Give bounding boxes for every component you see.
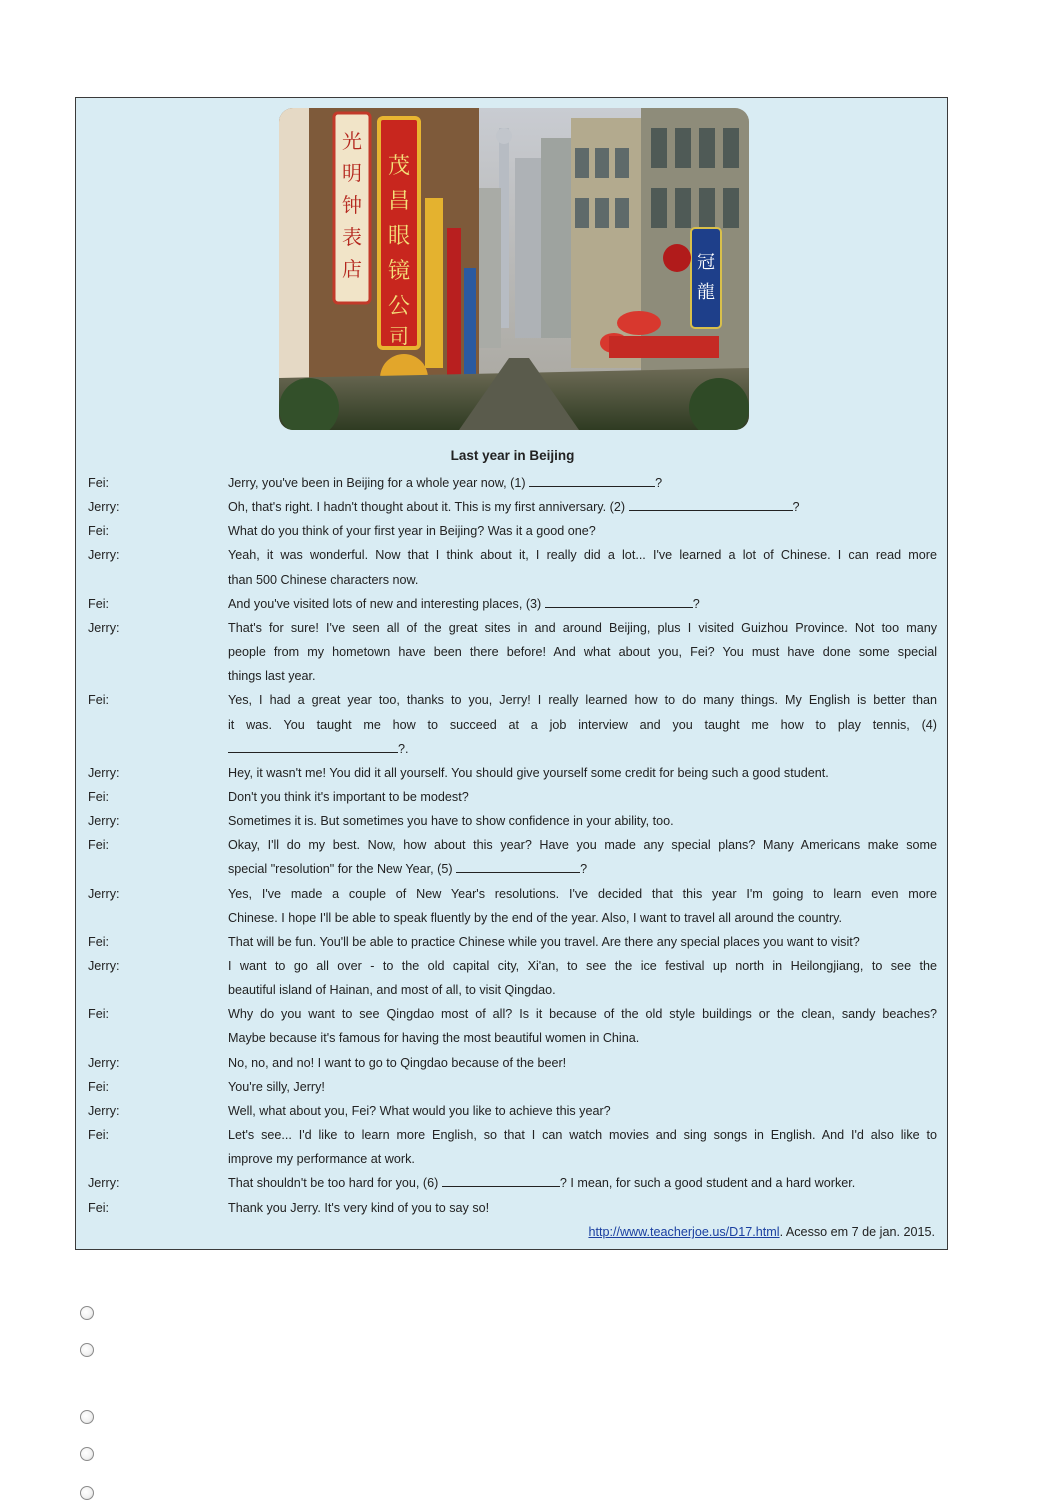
svg-text:茂: 茂 (387, 154, 411, 179)
speaker-label: Fei: (88, 476, 109, 490)
line-text (228, 1075, 937, 1099)
line-text-tail: ? (692, 596, 700, 611)
line-text (228, 688, 937, 712)
svg-text:龍: 龍 (697, 282, 715, 303)
source-suffix: . Acesso em 7 de jan. 2015. (779, 1225, 935, 1239)
line-text-content: Why do you want to see Qingdao most of all? Is it because of the old style buildings or the clean, sandy beaches? (228, 1007, 937, 1022)
svg-text:表: 表 (342, 225, 362, 249)
line-text (228, 1123, 937, 1147)
speaker-label: Fei: (88, 789, 109, 804)
answer-blank[interactable] (529, 474, 655, 487)
line-text-content: And you've visited lots of new and interesting places, (3) (228, 596, 545, 611)
line-text (228, 471, 937, 495)
line-text (228, 519, 937, 543)
answer-radio-button[interactable] (80, 1447, 94, 1461)
speaker-label: Jerry: (88, 814, 120, 829)
line-text (228, 664, 937, 688)
speaker-label: Jerry: (88, 1176, 120, 1191)
svg-text:明: 明 (342, 161, 362, 185)
line-text-tail: ? (580, 862, 588, 877)
line-text (228, 1171, 937, 1195)
svg-text:钟: 钟 (342, 193, 362, 217)
line-text-content: That will be fun. You'll be able to practice Chinese while you travel. Are there any special places you want to visit? (228, 934, 860, 949)
line-text (228, 640, 937, 664)
line-text (228, 1147, 937, 1171)
answer-blank[interactable] (629, 498, 793, 511)
line-text (228, 1026, 937, 1050)
speaker-label: Jerry: (88, 765, 120, 780)
svg-text:眼: 眼 (387, 224, 411, 249)
line-text-tail: ? I mean, for such a good student and a hard worker. (559, 1176, 856, 1191)
line-text-content: Hey, it wasn't me! You did it all yourself. You should give yourself some credit for being such a good student. (228, 765, 829, 780)
line-text-content: special "resolution" for the New Year, (5) (228, 862, 457, 877)
line-text (228, 495, 937, 519)
line-text-content: improve my performance at work. (228, 1152, 415, 1167)
speaker-label: Fei: (88, 596, 109, 611)
speaker-label: Jerry: (88, 1055, 120, 1070)
speaker-label: Fei: (88, 1079, 109, 1094)
line-text (228, 543, 937, 567)
line-text-content: than 500 Chinese characters now. (228, 572, 419, 587)
line-text-content: Well, what about you, Fei? What would you like to achieve this year? (228, 1103, 611, 1118)
source-link[interactable]: http://www.teacherjoe.us/D17.html (588, 1225, 780, 1239)
dialogue-title: Last year in Beijing (450, 448, 575, 463)
svg-text:司: 司 (389, 324, 409, 348)
speaker-label: Jerry: (88, 620, 120, 635)
line-text (228, 882, 937, 906)
answer-blank[interactable] (545, 595, 693, 608)
line-text-content: No, no, and no! I want to go to Qingdao because of the beer! (228, 1055, 567, 1070)
line-text-content: Chinese. I hope I'll be able to speak fluently by the end of the year. Also, I want to travel all around the country. (228, 910, 843, 925)
line-text (228, 616, 937, 640)
svg-text:光: 光 (342, 129, 362, 153)
svg-text:冠: 冠 (697, 252, 715, 273)
line-text (228, 592, 937, 616)
answer-radio-button[interactable] (80, 1343, 94, 1357)
line-text-content: beautiful island of Hainan, and most of all, to visit Qingdao. (228, 983, 556, 998)
line-text (228, 713, 937, 737)
line-text-content: I want to go all over - to the old capital city, Xi'an, to see the ice festival up north in Heilongjiang, to see the (228, 959, 937, 973)
line-text-content: Okay, I'll do my best. Now, how about this year? Have you made any special plans? Many Americans make some (228, 838, 937, 853)
svg-text:店: 店 (342, 257, 362, 281)
line-text-content: Maybe because it's famous for having the most beautiful women in China. (228, 1031, 640, 1046)
speaker-label: Fei: (88, 693, 109, 708)
speaker-label: Fei: (88, 934, 109, 949)
speaker-label: Jerry: (88, 886, 120, 901)
line-text-content: Don't you think it's important to be modest? (228, 789, 469, 804)
line-text-content: things last year. (228, 669, 316, 684)
line-text (228, 930, 937, 954)
line-text-content: Thank you Jerry. It's very kind of you to say so! (228, 1200, 490, 1215)
answer-blank[interactable] (456, 860, 580, 873)
line-text (228, 809, 937, 833)
line-text-content: That shouldn't be too hard for you, (6) (228, 1176, 442, 1191)
line-text (228, 568, 937, 592)
speaker-label: Jerry: (88, 500, 120, 515)
line-text-content: That's for sure! I've seen all of the great sites in and around Beijing, plus I visited Guizhou Province. Not too many (228, 620, 937, 635)
line-text-content: What do you think of your first year in Beijing? Was it a good one? (228, 524, 596, 539)
source-citation (588, 1222, 935, 1242)
line-text-tail: ? (792, 500, 800, 515)
answer-radio-button[interactable] (80, 1410, 94, 1424)
line-text (228, 1051, 937, 1075)
line-text (228, 1002, 937, 1026)
speaker-label: Fei: (88, 1128, 109, 1143)
speaker-label: Jerry: (88, 1103, 120, 1118)
beijing-street-photo (279, 108, 749, 430)
speaker-label: Fei: (88, 1200, 109, 1215)
answer-radio-button[interactable] (80, 1306, 94, 1320)
line-text-content: Sometimes it is. But sometimes you have to show confidence in your ability, too. (228, 814, 674, 829)
line-text (228, 1099, 937, 1123)
line-text-content: Yes, I had a great year too, thanks to you, Jerry! I really learned how to do many things. My English is better than (228, 693, 937, 708)
speaker-label: Fei: (88, 1007, 109, 1022)
line-text-tail: ?. (398, 741, 409, 756)
answer-radio-button[interactable] (80, 1486, 94, 1500)
line-text-content: You're silly, Jerry! (228, 1079, 325, 1094)
line-text-content: people from my hometown have been there before! And what about you, Fei? You must have done some special (228, 645, 937, 660)
line-text-tail: ? (655, 476, 663, 490)
answer-blank[interactable] (442, 1174, 560, 1187)
speaker-label: Fei: (88, 524, 109, 539)
exercise-panel (75, 97, 948, 1250)
line-text-content: it was. You taught me how to succeed at a job interview and you taught me how to play tennis, (4) (228, 717, 937, 732)
svg-text:昌: 昌 (387, 189, 411, 214)
line-text (228, 737, 937, 761)
line-text (228, 833, 937, 857)
svg-text:公: 公 (387, 294, 411, 319)
line-text-content: Yes, I've made a couple of New Year's resolutions. I've decided that this year I'm going to learn even more (228, 886, 937, 901)
speaker-label: Fei: (88, 838, 109, 853)
line-text (228, 954, 937, 978)
svg-text:镜: 镜 (387, 259, 411, 284)
answer-blank[interactable] (228, 740, 398, 753)
speaker-label: Jerry: (88, 548, 120, 563)
line-text-content: Oh, that's right. I hadn't thought about it. This is my first anniversary. (2) (228, 500, 629, 515)
line-text (228, 761, 937, 785)
line-text-content: Jerry, you've been in Beijing for a whole year now, (1) (228, 476, 530, 490)
line-text-content: Let's see... I'd like to learn more English, so that I can watch movies and sing songs in English. And I'd also like to (228, 1128, 937, 1143)
line-text (228, 1196, 937, 1220)
line-text (228, 906, 937, 930)
line-text-content: Yeah, it was wonderful. Now that I think about it, I really did a lot... I've learned a lot of Chinese. I can read more (228, 548, 937, 563)
line-text (228, 857, 937, 881)
line-text (228, 785, 937, 809)
speaker-label: Jerry: (88, 959, 120, 973)
line-text (228, 978, 937, 1002)
